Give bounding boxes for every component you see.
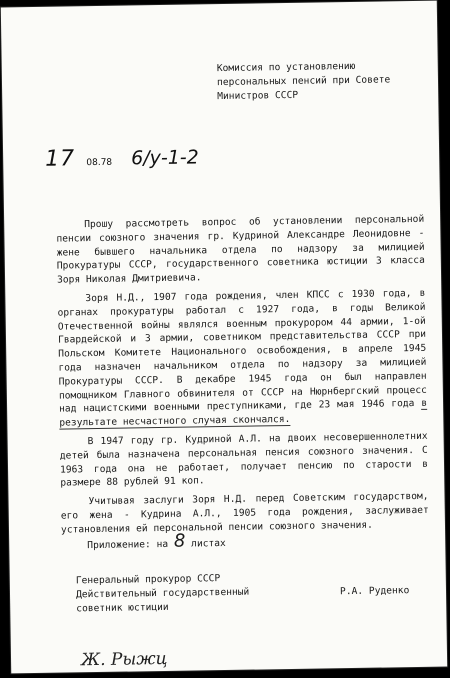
- attachment-line: [87, 530, 226, 553]
- addressee-line: Министров СССР: [217, 89, 299, 102]
- paragraph-pension: В 1947 году гр. Кудриной А.Л. на двоих несовершеннолетних детей была назначена персональная пенсия союзного значения. С 1963 года она не работает, получает пенсию по старости в размере 88 рублей 91 коп.: [59, 430, 429, 489]
- reference-date: 08.78: [86, 157, 113, 169]
- signature-title-line: советник юстиции: [76, 601, 169, 614]
- paragraph-conclusion: Учитывая заслуги Зоря Н.Д. перед Советским государством, его жена - Кудрина А.Л., 1905 года рождения, заслуживает установления ей персональной пенсии союзного значения.: [60, 490, 429, 536]
- addressee-block: [217, 59, 423, 104]
- document-page: [1, 1, 447, 674]
- signature-title-line: Действительный государственный: [75, 586, 250, 601]
- addressee-line: персональных пенсий при Совете: [216, 74, 391, 88]
- reference-line: [45, 144, 199, 171]
- paragraph-biography: [57, 287, 427, 431]
- signature-title-line: Генеральный прокурор СССР: [75, 573, 221, 587]
- handwritten-number: 6/у-1-2: [130, 146, 199, 170]
- biography-text: Зоря Н.Д., 1907 года рождения, член КПСС с 1930 года, в органах прокуратуры работал с 1927 года, в годы Великой Отечественной войны являлся военным прокурором 44 армии, 1-ой Гвардейской и 3 армии, советником представительства СССР при Польском Комитете Национального освобождения, в апреле 1945 года назначен начальником отдела по надзору за милицией Прокуратуры СССР. В декабре 1945 года он был направлен помощником Главного обвинителя от СССР на Нюрнбергский процесс над нацистскими военными преступниками, где 23 мая 1946 года: [57, 287, 427, 415]
- addressee-line: Комиссия по установлению: [216, 60, 356, 75]
- paragraph-request: Прошу рассмотреть вопрос об установлении персональной пенсии союзного значения гр. Кудриной Александре Леонидовне - жене бывшего начальника отдела по надзору за милицией Прокуратуры СССР, государственного советника юстиции 3 класса Зоря Николая Дмитриевича.: [56, 213, 425, 286]
- signature-title-block: [76, 571, 287, 616]
- handwritten-initials: Ж. Рыжц: [80, 648, 168, 671]
- attachment-label: Приложение: на: [87, 538, 169, 552]
- underlined-text: в результате несчастного случая скончался.: [59, 398, 428, 429]
- handwritten-sheet-count: 8: [173, 530, 186, 552]
- signer-name: Р.А. Руденко: [339, 585, 410, 598]
- letter-body: [56, 213, 429, 542]
- handwritten-day: 17: [44, 146, 76, 172]
- attachment-unit: листах: [191, 537, 226, 550]
